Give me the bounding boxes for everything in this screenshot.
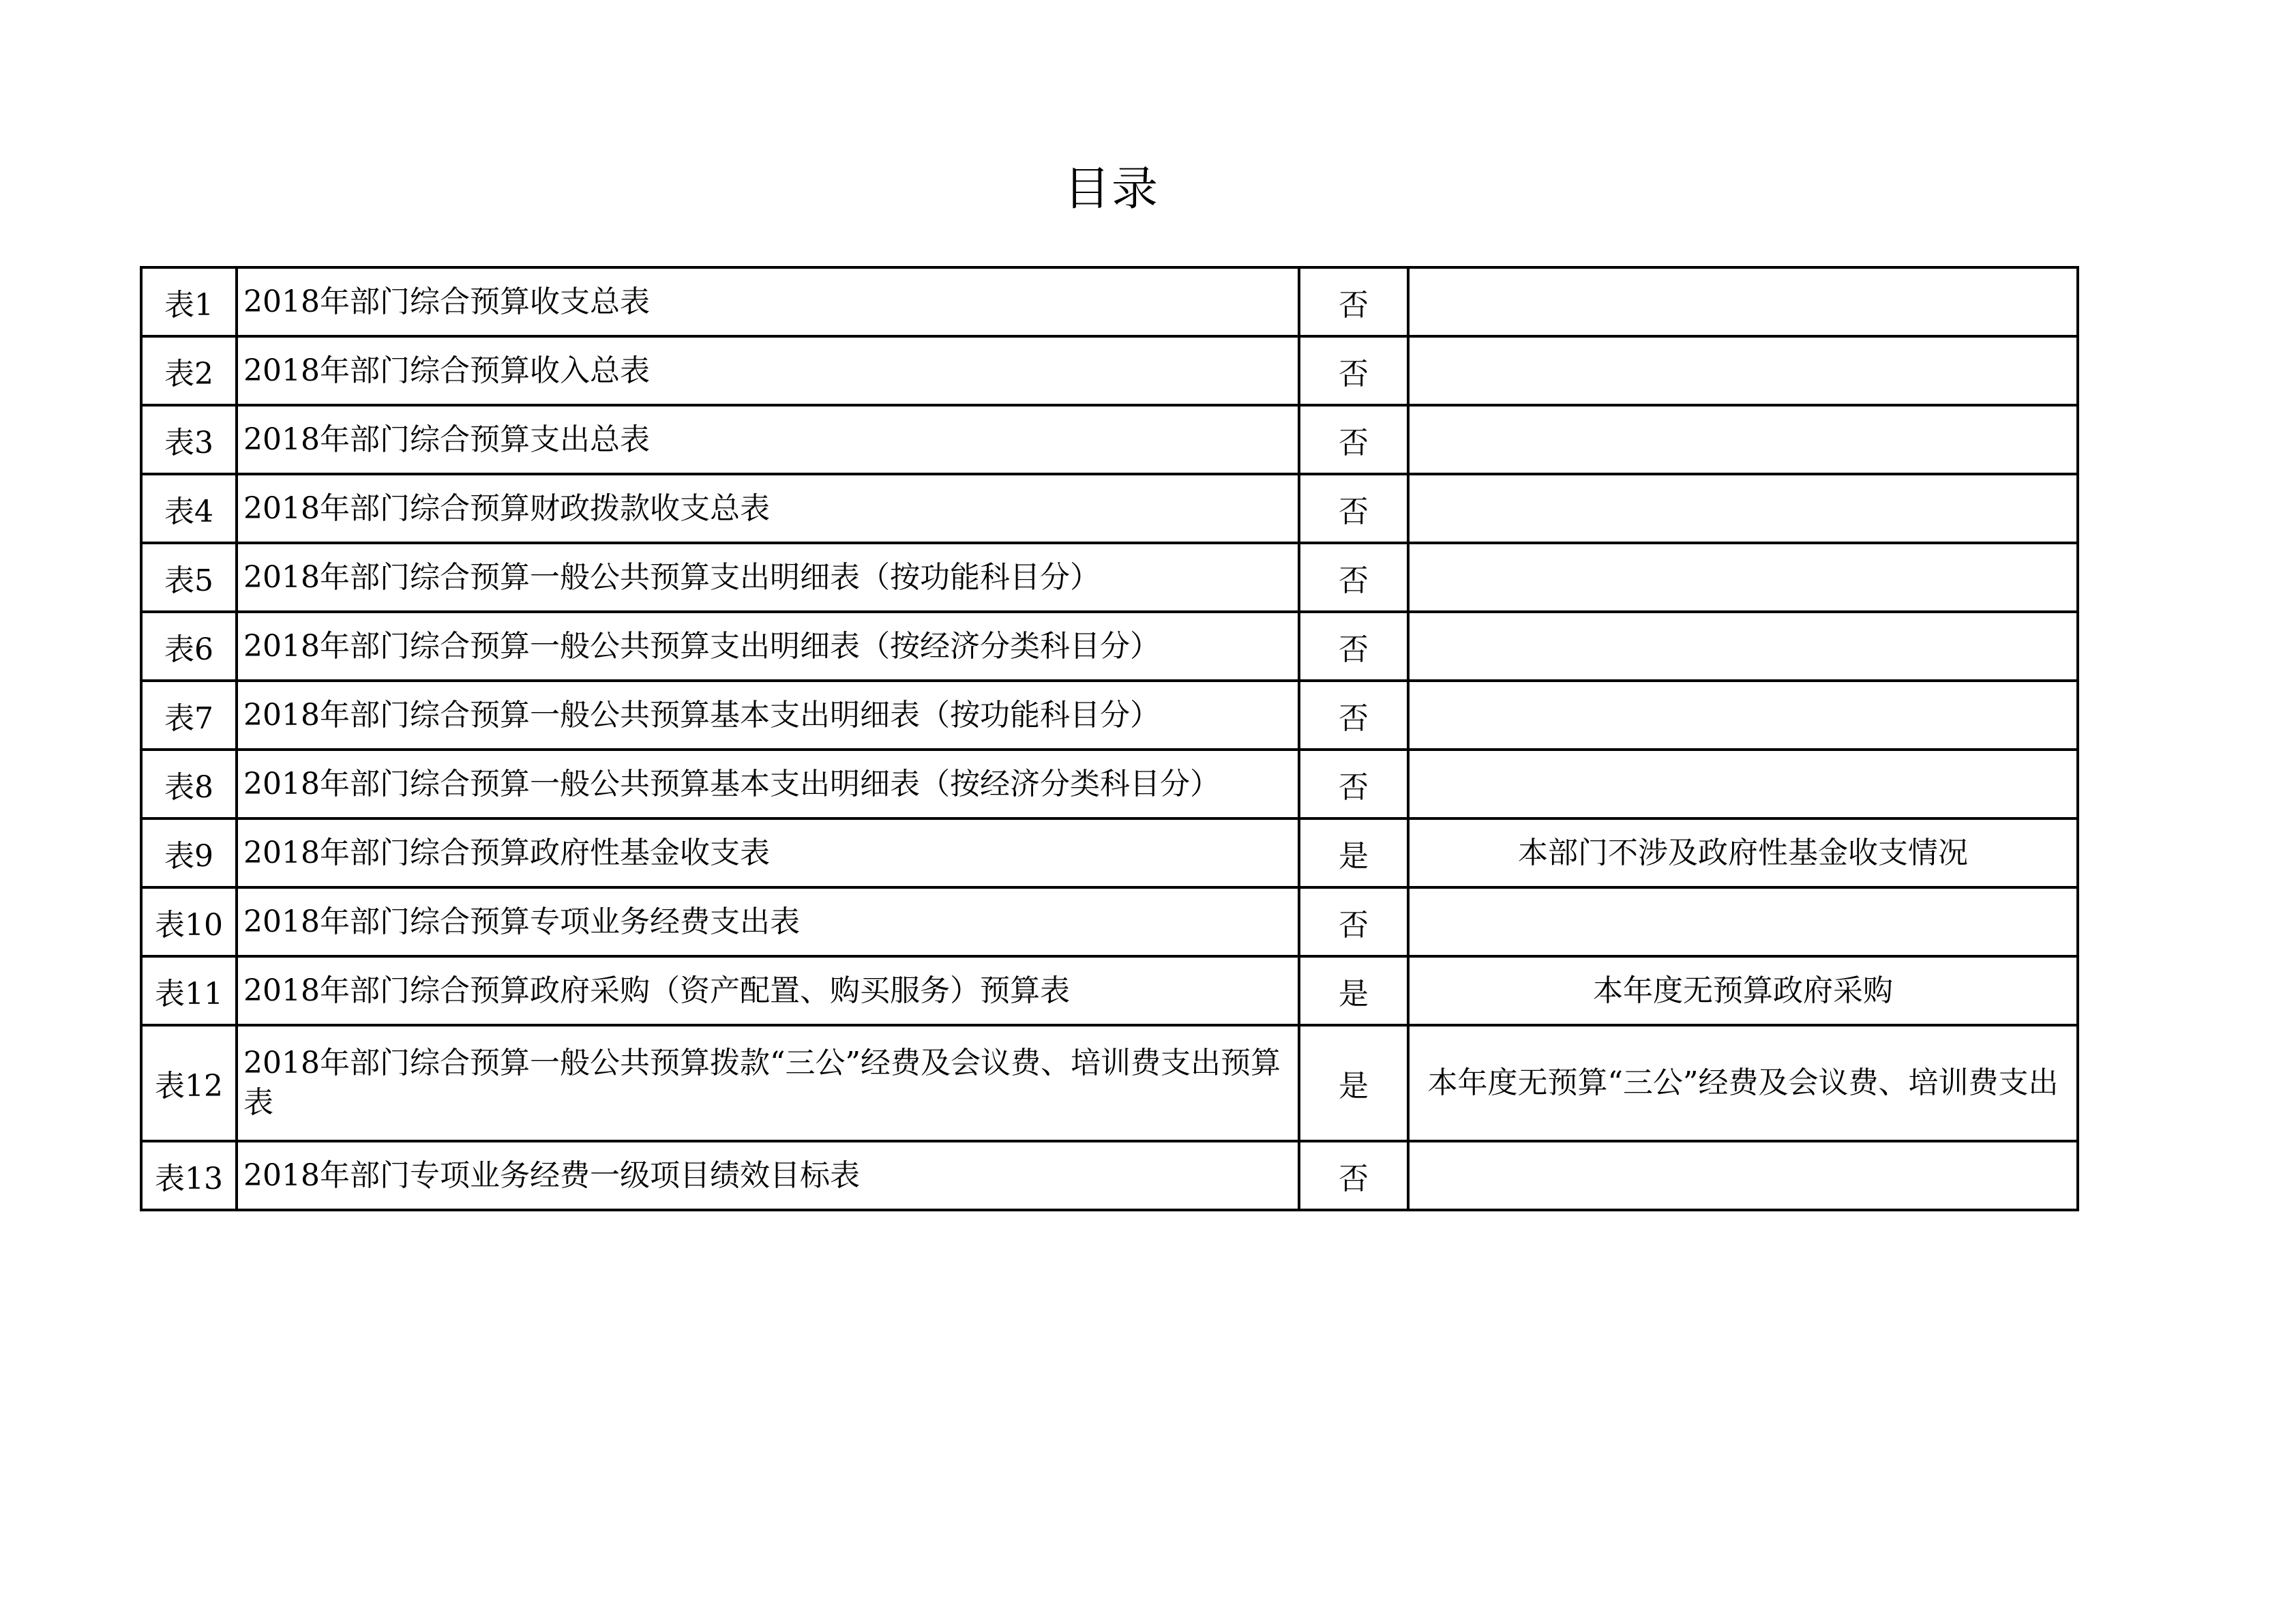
note xyxy=(1408,267,2078,336)
table-number: 表12 xyxy=(141,1025,237,1141)
note xyxy=(1408,750,2078,818)
table-number: 表5 xyxy=(141,543,237,612)
note xyxy=(1408,336,2078,405)
empty-flag: 否 xyxy=(1299,1141,1408,1210)
table-name: 2018年部门综合预算支出总表 xyxy=(237,405,1299,474)
table-row xyxy=(141,612,2078,681)
note xyxy=(1408,681,2078,750)
empty-flag: 否 xyxy=(1299,750,1408,818)
note xyxy=(1408,1141,2078,1210)
empty-flag: 否 xyxy=(1299,612,1408,681)
table-number: 表13 xyxy=(141,1141,237,1210)
empty-flag: 否 xyxy=(1299,336,1408,405)
table-row xyxy=(141,956,2078,1025)
note xyxy=(1408,543,2078,612)
table-name: 2018年部门综合预算一般公共预算支出明细表（按功能科目分） xyxy=(237,543,1299,612)
table-name: 2018年部门综合预算一般公共预算基本支出明细表（按经济分类科目分） xyxy=(237,750,1299,818)
empty-flag: 否 xyxy=(1299,267,1408,336)
table-name: 2018年部门综合预算专项业务经费支出表 xyxy=(237,887,1299,956)
table-row xyxy=(141,750,2078,818)
table-row xyxy=(141,1141,2078,1210)
table-number: 表9 xyxy=(141,818,237,887)
table-name: 2018年部门综合预算一般公共预算拨款“三公”经费及会议费、培训费支出预算表 xyxy=(237,1025,1299,1141)
table-number: 表3 xyxy=(141,405,237,474)
table-number: 表6 xyxy=(141,612,237,681)
table-row xyxy=(141,405,2078,474)
empty-flag: 否 xyxy=(1299,887,1408,956)
table-number: 表2 xyxy=(141,336,237,405)
empty-flag: 否 xyxy=(1299,474,1408,543)
empty-flag: 否 xyxy=(1299,681,1408,750)
table-row xyxy=(141,474,2078,543)
note xyxy=(1408,887,2078,956)
table-row xyxy=(141,681,2078,750)
table-name: 2018年部门综合预算一般公共预算基本支出明细表（按功能科目分） xyxy=(237,681,1299,750)
empty-flag: 是 xyxy=(1299,1025,1408,1141)
note: 本部门不涉及政府性基金收支情况 xyxy=(1408,818,2078,887)
empty-flag: 否 xyxy=(1299,405,1408,474)
note xyxy=(1408,405,2078,474)
toc-table xyxy=(140,266,2079,1211)
table-name: 2018年部门综合预算一般公共预算支出明细表（按经济分类科目分） xyxy=(237,612,1299,681)
table-name: 2018年部门综合预算收支总表 xyxy=(237,267,1299,336)
table-number: 表8 xyxy=(141,750,237,818)
table-number: 表11 xyxy=(141,956,237,1025)
table-name: 2018年部门综合预算政府性基金收支表 xyxy=(237,818,1299,887)
empty-flag: 是 xyxy=(1299,818,1408,887)
table-row xyxy=(141,818,2078,887)
note: 本年度无预算“三公”经费及会议费、培训费支出 xyxy=(1408,1025,2078,1141)
note xyxy=(1408,612,2078,681)
table-number: 表7 xyxy=(141,681,237,750)
table-name: 2018年部门综合预算政府采购（资产配置、购买服务）预算表 xyxy=(237,956,1299,1025)
table-row xyxy=(141,336,2078,405)
table-number: 表4 xyxy=(141,474,237,543)
table-row xyxy=(141,267,2078,336)
page-title: 目录 xyxy=(1063,162,1159,216)
empty-flag: 否 xyxy=(1299,543,1408,612)
table-row xyxy=(141,887,2078,956)
note xyxy=(1408,474,2078,543)
table-row xyxy=(141,1025,2078,1141)
table-number: 表1 xyxy=(141,267,237,336)
empty-flag: 是 xyxy=(1299,956,1408,1025)
table-row xyxy=(141,543,2078,612)
note: 本年度无预算政府采购 xyxy=(1408,956,2078,1025)
table-name: 2018年部门综合预算财政拨款收支总表 xyxy=(237,474,1299,543)
table-name: 2018年部门专项业务经费一级项目绩效目标表 xyxy=(237,1141,1299,1210)
table-name: 2018年部门综合预算收入总表 xyxy=(237,336,1299,405)
table-number: 表10 xyxy=(141,887,237,956)
